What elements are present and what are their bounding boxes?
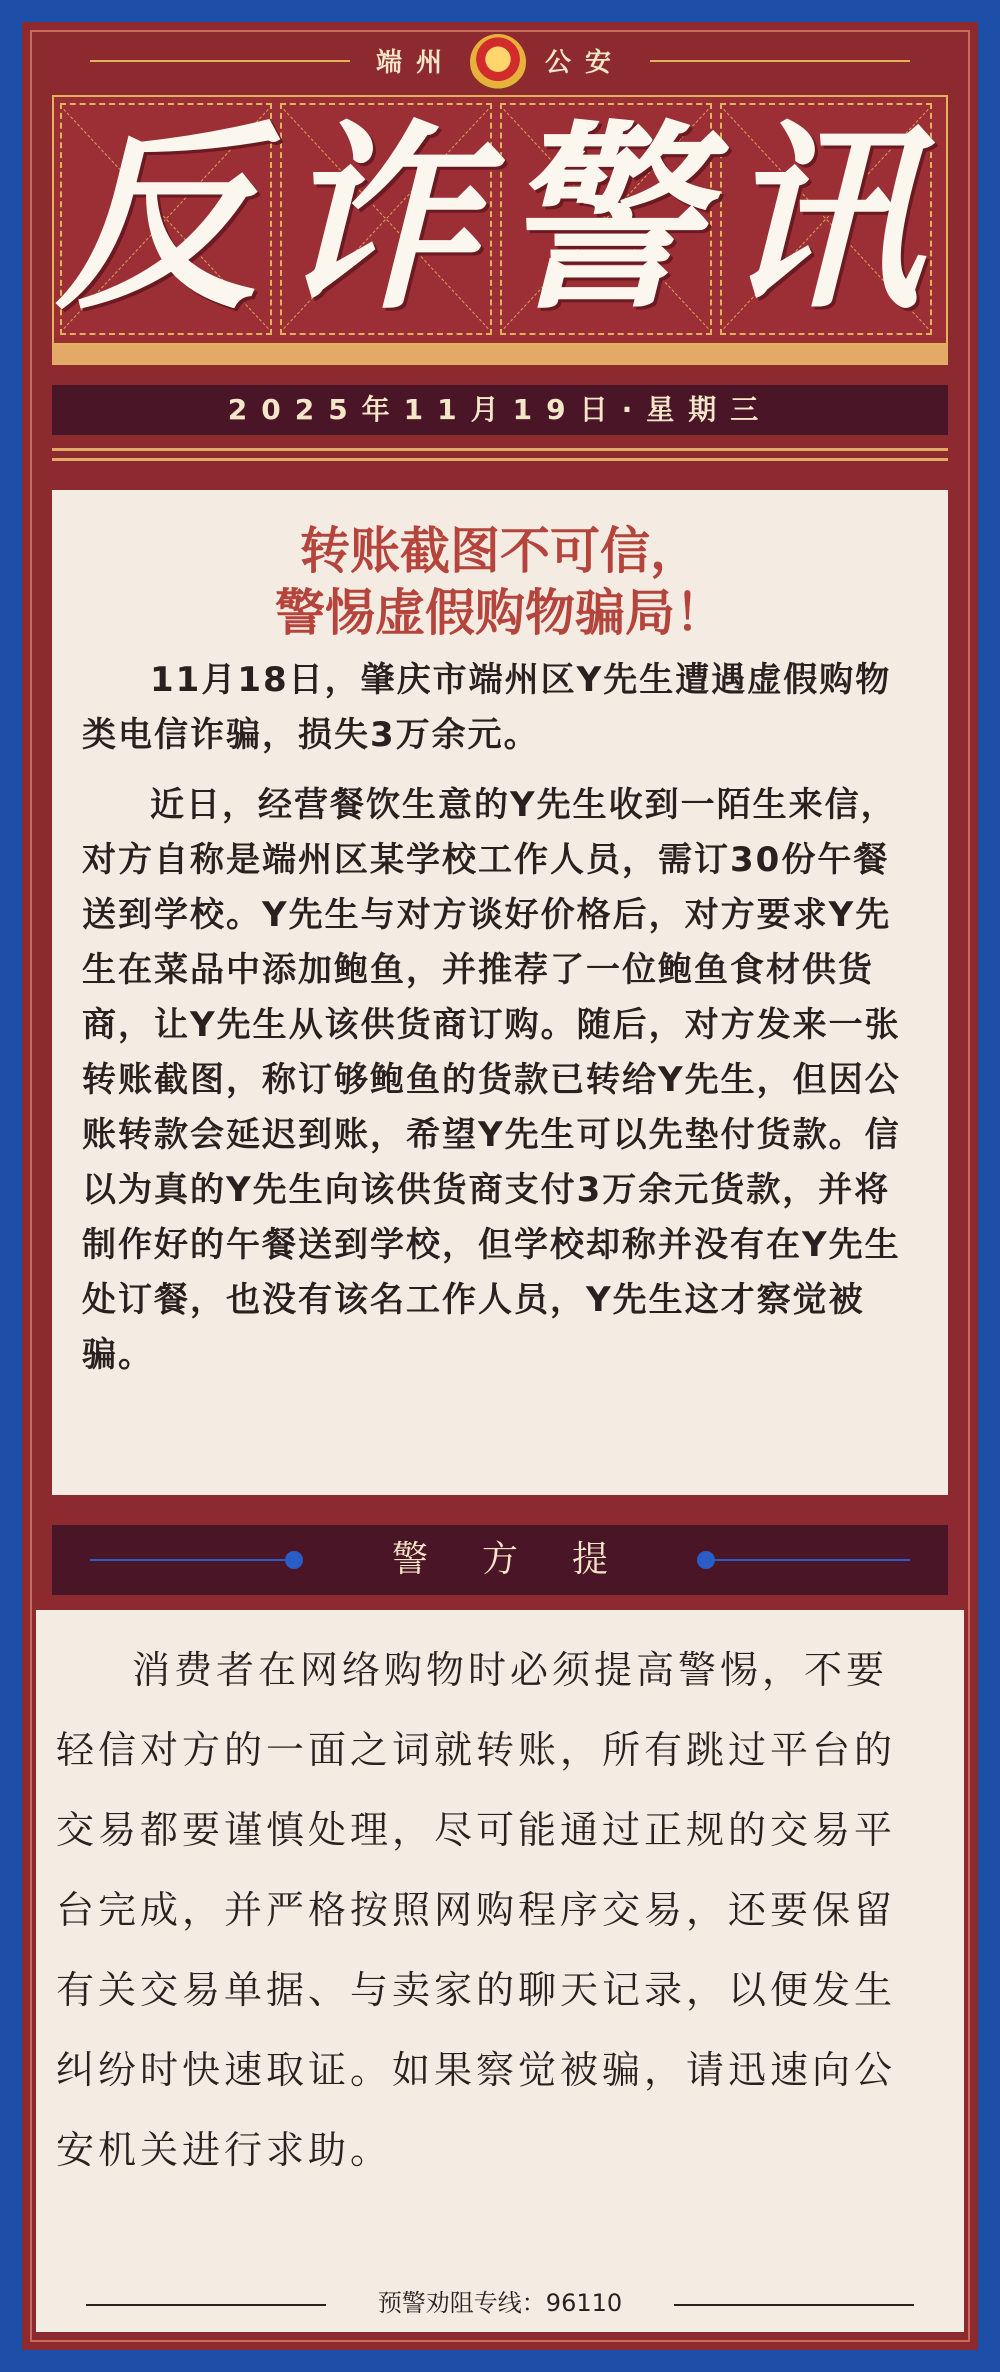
police-emblem-icon [470, 34, 526, 90]
footer-rule-left [86, 2304, 326, 2306]
headline-line-1: 转账截图不可信， [300, 522, 700, 580]
reminder-rule-right [700, 1559, 910, 1561]
gold-divider [52, 345, 948, 365]
footer-rule-right [674, 2304, 914, 2306]
reminder-title: 警方提 [391, 1539, 662, 1580]
top-rule-left [90, 60, 350, 62]
thin-rule [52, 458, 948, 461]
top-rule-right [650, 60, 910, 62]
headline-line-2: 警惕虚假购物骗局！ [275, 584, 725, 642]
hotline-text: 预警劝阻专线：96110 [377, 2289, 623, 2317]
date-text: 2025年11月19日·星期三 [227, 393, 773, 426]
thin-rule [52, 448, 948, 451]
article-paragraph-1: 11月18日，肇庆市端州区Y先生遭遇虚假购物类电信诈骗，损失3万余元。 [82, 660, 892, 755]
poster-title: 反诈警讯 [55, 102, 944, 337]
reminder-rule-left [90, 1559, 300, 1561]
reminder-text: 消费者在网络购物时必须提高警惕，不要轻信对方的一面之词就转账，所有跳过平台的交易都要谨慎处理，尽可能通过正规的交易平台完成，并严格按照网购程序交易，还要保留有关交易单据、与卖家的聊天记录，以便发生纠纷时快速取证。如果察觉被骗，请迅速向公安机关进行求助。 [56, 1648, 897, 2172]
org-name-right: 公安 [545, 48, 626, 78]
org-name-left: 端州 [376, 48, 457, 78]
article-headline [52, 520, 948, 644]
article-paragraph-2: 近日，经营餐饮生意的Y先生收到一陌生来信，对方自称是端州区某学校工作人员，需订30份午餐送到学校。Y先生与对方谈好价格后，对方要求Y先生在菜品中添加鲍鱼，并推荐了一位鲍鱼食材供货商，让Y先生从该供货商订购。随后，对方发来一张转账截图，称订够鲍鱼的货款已转给Y先生，但因公账转款会延迟到账，希望Y先生可以先垫付货款。信以为真的Y先生向该供货商支付3万余元货款，并将制作好的午餐送到学校，但学校却称并没有在Y先生处订餐，也没有该名工作人员，Y先生这才察觉被骗。 [82, 785, 901, 1375]
